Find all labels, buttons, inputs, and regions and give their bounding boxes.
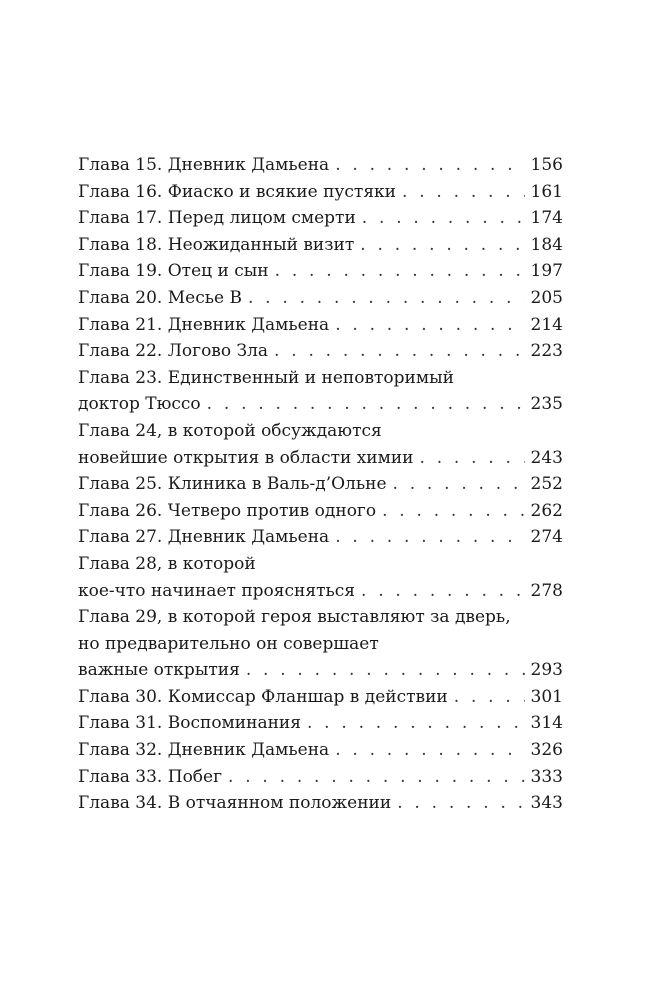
toc-entry-title: Глава 19. Отец и сын bbox=[78, 261, 269, 282]
toc-entry-title: Глава 32. Дневник Дамьена bbox=[78, 740, 330, 761]
dot-leader bbox=[393, 471, 525, 498]
toc-entry-title: Глава 24, в которой обсуждаются bbox=[78, 420, 382, 441]
toc-page-number: 274 bbox=[530, 527, 563, 548]
toc-line bbox=[78, 285, 563, 312]
toc-line bbox=[78, 179, 563, 206]
dot-leader bbox=[361, 578, 525, 605]
toc-entry-title: но предварительно он совершает bbox=[78, 633, 379, 654]
dot-leader bbox=[275, 258, 525, 285]
toc-line bbox=[78, 391, 563, 418]
toc-line bbox=[78, 338, 563, 365]
toc-line bbox=[78, 258, 563, 285]
toc-page-number: 262 bbox=[530, 500, 563, 521]
dot-leader bbox=[397, 790, 524, 817]
toc-page-number: 223 bbox=[530, 341, 563, 362]
toc-page-number: 326 bbox=[530, 740, 563, 761]
toc-page-number: 174 bbox=[530, 208, 563, 229]
toc-page-number: 278 bbox=[530, 580, 563, 601]
toc-page-number: 205 bbox=[530, 287, 563, 308]
toc-entry-title: Глава 26. Четверо против одного bbox=[78, 500, 377, 521]
toc-line bbox=[78, 524, 563, 551]
toc-entry-title: Глава 22. Логово Зла bbox=[78, 341, 269, 362]
toc-entry-title: важные открытия bbox=[78, 660, 240, 681]
toc-entry-title: Глава 17. Перед лицом смерти bbox=[78, 208, 356, 229]
toc-page-number: 333 bbox=[530, 766, 563, 787]
toc-line bbox=[78, 551, 563, 578]
toc-line bbox=[78, 657, 563, 684]
toc-entry-title: Глава 16. Фиаско и всякие пустяки bbox=[78, 181, 397, 202]
toc-page-number: 235 bbox=[530, 394, 563, 415]
dot-leader bbox=[307, 710, 525, 737]
toc-entry-title: Глава 33. Побег bbox=[78, 766, 223, 787]
toc-entry-title: Глава 29, в которой героя выставляют за дверь, bbox=[78, 607, 511, 628]
toc-line bbox=[78, 578, 563, 605]
dot-leader bbox=[420, 445, 525, 472]
toc-page-number: 301 bbox=[530, 686, 563, 707]
toc-line bbox=[78, 445, 563, 472]
toc-entry-title: Глава 27. Дневник Дамьена bbox=[78, 527, 330, 548]
dot-leader bbox=[274, 338, 525, 365]
toc-line bbox=[78, 710, 563, 737]
toc-line bbox=[78, 737, 563, 764]
dot-leader bbox=[335, 312, 524, 339]
dot-leader bbox=[335, 152, 524, 179]
toc-entry-title: кое-что начинает проясняться bbox=[78, 580, 355, 601]
toc-line bbox=[78, 631, 563, 658]
toc-line bbox=[78, 764, 563, 791]
toc-line bbox=[78, 152, 563, 179]
toc-entry-title: новейшие открытия в области химии bbox=[78, 447, 414, 468]
toc-entry-title: Глава 18. Неожиданный визит bbox=[78, 234, 355, 255]
toc-line bbox=[78, 205, 563, 232]
toc-line bbox=[78, 604, 563, 631]
toc-line bbox=[78, 790, 563, 817]
toc-entry-title: Глава 21. Дневник Дамьена bbox=[78, 314, 330, 335]
toc-page-number: 243 bbox=[530, 447, 563, 468]
toc-line bbox=[78, 684, 563, 711]
toc-entry-title: Глава 20. Месье В bbox=[78, 287, 242, 308]
dot-leader bbox=[248, 285, 525, 312]
toc-entry-title: Глава 31. Воспоминания bbox=[78, 713, 301, 734]
toc-page-number: 293 bbox=[530, 660, 563, 681]
dot-leader bbox=[454, 684, 525, 711]
toc-page-number: 184 bbox=[530, 234, 563, 255]
dot-leader bbox=[402, 179, 525, 206]
toc-entry-title: Глава 23. Единственный и неповторимый bbox=[78, 367, 454, 388]
toc-line bbox=[78, 232, 563, 259]
toc-page-number: 314 bbox=[530, 713, 563, 734]
toc-entry-title: Глава 15. Дневник Дамьена bbox=[78, 155, 330, 175]
toc-page-number: 161 bbox=[530, 181, 563, 202]
toc-page-number: 214 bbox=[530, 314, 563, 335]
toc-page-number: 343 bbox=[530, 793, 563, 814]
toc-line bbox=[78, 498, 563, 525]
dot-leader bbox=[335, 524, 524, 551]
toc-line bbox=[78, 471, 563, 498]
toc-page-number: 197 bbox=[530, 261, 563, 282]
dot-leader bbox=[382, 498, 524, 525]
table-of-contents bbox=[78, 152, 563, 817]
dot-leader bbox=[362, 205, 525, 232]
toc-line bbox=[78, 418, 563, 445]
dot-leader bbox=[335, 737, 524, 764]
toc-line bbox=[78, 365, 563, 392]
toc-line bbox=[78, 312, 563, 339]
toc-entry-title: Глава 28, в которой bbox=[78, 553, 256, 574]
dot-leader bbox=[207, 391, 525, 418]
toc-entry-title: Глава 30. Комиссар Фланшар в действии bbox=[78, 686, 448, 707]
toc-entry-title: Глава 34. В отчаянном положении bbox=[78, 793, 392, 814]
toc-entry-title: Глава 25. Клиника в Валь-д’Ольне bbox=[78, 474, 387, 495]
dot-leader bbox=[228, 764, 525, 791]
dot-leader bbox=[360, 232, 524, 259]
toc-page-number: 252 bbox=[530, 474, 563, 495]
dot-leader bbox=[246, 657, 525, 684]
toc-page-number: 156 bbox=[530, 155, 563, 175]
toc-entry-title: доктор Тюссо bbox=[78, 394, 201, 415]
